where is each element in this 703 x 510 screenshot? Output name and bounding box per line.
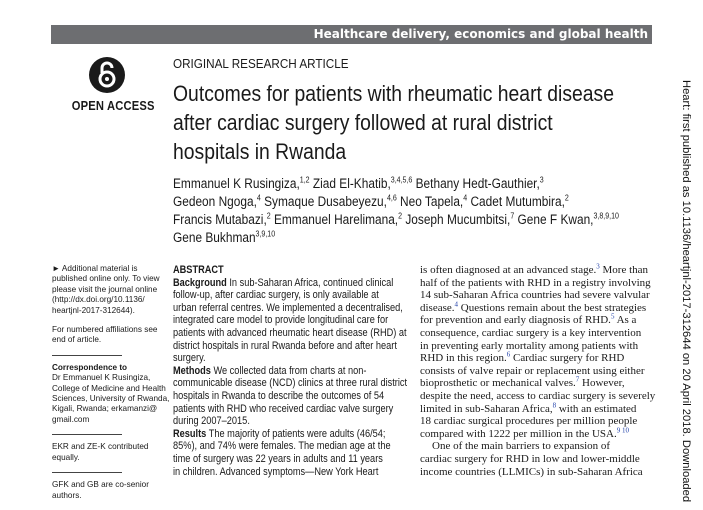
contribution-note xyxy=(52,442,162,463)
note-line: heartjnl-2017-312644). xyxy=(52,305,135,315)
body-line xyxy=(420,466,653,479)
abstract-body xyxy=(173,276,408,479)
abstract-section-label: Results xyxy=(173,427,207,440)
body-text: consists of valve repair or replacement using either xyxy=(420,364,645,377)
abstract xyxy=(173,264,408,478)
note-line: Sciences, University of Rwanda, xyxy=(52,394,170,404)
abstract-text: integrated care model to provide longitudinal care for xyxy=(173,314,389,327)
abstract-line xyxy=(173,415,373,428)
reference-link[interactable]: 9 10 xyxy=(616,426,629,435)
section-title: Healthcare delivery, economics and global health xyxy=(313,27,648,41)
author-list xyxy=(173,175,673,247)
reference-link[interactable]: 8 xyxy=(552,400,557,409)
author-line xyxy=(173,175,613,193)
body-text: One of the main barriers to expansion of xyxy=(432,440,611,453)
author-name[interactable]: Emmanuel Harelimana, xyxy=(270,212,399,227)
abstract-line xyxy=(173,326,407,340)
body-line xyxy=(420,389,656,403)
abstract-text: during 2007–2015. xyxy=(173,415,250,428)
abstract-section-label: Background xyxy=(173,276,227,289)
body-text: bioprosthetic or mechanical valves. xyxy=(420,377,576,390)
body-text: limited in sub-Saharan Africa, xyxy=(420,402,553,415)
open-access-lock-icon xyxy=(88,56,126,94)
author-name[interactable]: Bethany Hedt-Gauthier, xyxy=(412,176,540,191)
note-line: College of Medicine and Health xyxy=(52,383,166,393)
abstract-text: We collected data from charts at non- xyxy=(210,364,367,377)
additional-material-note xyxy=(52,264,162,316)
senior-author-note xyxy=(52,480,162,501)
body-line xyxy=(420,400,653,416)
affiliation-numbers: 3 xyxy=(539,175,544,185)
note-line: authors. xyxy=(52,490,82,500)
body-line xyxy=(420,302,653,315)
affiliation-numbers: 3,9,10 xyxy=(255,229,276,239)
abstract-line xyxy=(173,339,397,353)
reference-link[interactable]: 5 xyxy=(610,312,615,321)
body-text: despite the need, access to cardiac surgery is severely xyxy=(420,389,656,402)
author-name[interactable]: Ziad El-Khatib, xyxy=(309,176,391,191)
divider xyxy=(52,434,122,435)
author-name[interactable]: Cadet Mutumbira, xyxy=(467,194,565,209)
abstract-text: In sub-Saharan Africa, continued clinical xyxy=(226,276,394,289)
article-title xyxy=(173,79,673,166)
body-text: compared with 1222 per million in the USA. xyxy=(420,427,617,440)
affiliation-numbers: 4,6 xyxy=(386,193,397,203)
body-line xyxy=(420,453,653,466)
note-line: ► Additional material is xyxy=(52,264,138,273)
body-text: 14 sub-Saharan Africa countries had severe valvular xyxy=(420,289,650,302)
affiliation-numbers: 1,2 xyxy=(299,175,310,185)
reference-link[interactable]: 7 xyxy=(575,375,580,384)
body-text: consequence, cardiac surgery is a key intervention xyxy=(420,326,642,339)
divider xyxy=(52,472,122,473)
body-text: However, xyxy=(579,377,625,390)
body-text: with an estimated xyxy=(556,402,637,415)
abstract-text: time of surgery was 22 years in adults and 11 years xyxy=(173,452,383,465)
author-line xyxy=(173,193,613,211)
abstract-text: hospitals in Rwanda to describe the outcomes of 54 xyxy=(173,389,385,402)
article-type: ORIGINAL RESEARCH ARTICLE xyxy=(173,56,349,71)
abstract-line xyxy=(173,452,383,466)
open-access-label: OPEN ACCESS xyxy=(71,98,155,113)
email-link[interactable]: Kigali, Rwanda; erkamanzi@ xyxy=(52,404,158,414)
body-text: More than xyxy=(599,264,649,276)
article-sidebar xyxy=(52,264,170,510)
body-line xyxy=(420,264,653,277)
divider xyxy=(52,355,122,356)
author-name[interactable]: Symaque Dusabeyezu, xyxy=(260,194,387,209)
abstract-text: surgery. xyxy=(173,352,206,365)
body-line xyxy=(420,327,653,340)
note-line: EKR and ZE-K contributed xyxy=(52,442,149,452)
author-name[interactable]: Joseph Mucumbitsi, xyxy=(402,212,511,227)
abstract-line xyxy=(173,465,379,479)
abstract-line xyxy=(173,301,403,315)
abstract-line xyxy=(173,377,408,390)
body-line xyxy=(420,314,653,327)
body-line xyxy=(420,377,653,390)
abstract-text: 85%), and 74% were females. The median age at the xyxy=(173,440,391,453)
abstract-heading: ABSTRACT xyxy=(173,264,224,276)
body-line xyxy=(420,277,653,290)
affiliation-numbers: 4 xyxy=(256,193,261,203)
note-line: published online only. To view xyxy=(52,274,160,284)
author-name[interactable]: Francis Mutabazi, xyxy=(173,212,267,227)
body-line xyxy=(420,340,653,353)
section-banner xyxy=(51,25,652,44)
body-text: cardiac surgery for RHD in low and lower-middle xyxy=(420,452,640,465)
abstract-text: urban referral centres. We implemented a decentralised, xyxy=(173,301,403,314)
affiliation-numbers: 2 xyxy=(398,211,403,221)
affiliation-numbers: 7 xyxy=(510,211,515,221)
note-line: equally. xyxy=(52,452,80,462)
abstract-line xyxy=(173,352,373,365)
body-line xyxy=(420,440,653,453)
body-text: 18 cardiac surgical procedures per million people xyxy=(420,415,638,428)
affiliation-numbers: 2 xyxy=(564,193,569,203)
note-line: GFK and GB are co-senior xyxy=(52,480,149,490)
abstract-text: district hospitals in rural Rwanda before and after heart xyxy=(173,339,397,352)
title-line: Outcomes for patients with rheumatic heart disease xyxy=(173,81,614,106)
note-line: please visit the journal online xyxy=(52,284,158,294)
correspondence-block xyxy=(52,362,170,425)
author-name[interactable]: Gedeon Ngoga, xyxy=(173,194,257,209)
reference-link[interactable]: 6 xyxy=(506,350,511,359)
body-text: for prevention and early diagnosis of RHD. xyxy=(420,314,611,327)
reference-link[interactable]: 4 xyxy=(454,300,459,309)
body-text-column xyxy=(420,262,656,478)
abstract-text: follow-up, after cardiac surgery, is only available at xyxy=(173,289,379,302)
abstract-line xyxy=(173,440,391,453)
body-text: RHD in this region. xyxy=(420,352,507,365)
author-line xyxy=(173,211,619,229)
affiliation-numbers: 4 xyxy=(463,193,468,203)
body-line xyxy=(420,352,653,365)
title-line: after cardiac surgery followed at rural district xyxy=(173,110,553,135)
author-name[interactable]: Neo Tapela, xyxy=(396,194,464,209)
abstract-line xyxy=(173,365,373,378)
open-access-badge[interactable] xyxy=(66,56,155,113)
abstract-section-label: Methods xyxy=(173,364,211,377)
affiliation-numbers: 3,8,9,10 xyxy=(593,211,619,221)
body-text: Questions remain about the best strategies xyxy=(458,301,647,314)
abstract-text: patients with advanced rheumatic heart disease (RHD) at xyxy=(173,326,407,339)
author-name[interactable]: Emmanuel K Rusingiza, xyxy=(173,176,300,191)
abstract-text: in children. Advanced symptoms—New York Heart xyxy=(173,465,379,478)
body-text: income countries (LLMICs) in sub-Saharan Africa xyxy=(420,465,643,478)
body-text: Cardiac surgery for RHD xyxy=(510,352,625,365)
affiliation-numbers: 3,4,5,6 xyxy=(390,175,413,185)
reference-link[interactable]: 3 xyxy=(596,262,600,271)
numbered-affiliations-note xyxy=(52,325,162,346)
abstract-line xyxy=(173,402,394,416)
abstract-line xyxy=(173,289,379,302)
note-line: Dr Emmanuel K Rusingiza, xyxy=(52,373,151,383)
title-line: hospitals in Rwanda xyxy=(173,139,347,164)
body-text: is often diagnosed at an advanced stage. xyxy=(420,264,597,276)
doi-link[interactable]: (http://dx.doi.org/10.1136/ xyxy=(52,295,145,305)
side-citation: Heart: first published as 10.1136/heartjnl-2017-312644 on 20 April 2018. Downloaded xyxy=(680,80,692,503)
abstract-line xyxy=(173,314,389,327)
body-text: disease. xyxy=(420,301,455,314)
abstract-text: The majority of patients were adults (46/54; xyxy=(206,427,386,440)
abstract-text: patients with RHD who received cardiac valve surgery xyxy=(173,402,394,415)
affiliation-numbers: 2 xyxy=(266,211,271,221)
author-name[interactable]: Gene F Kwan, xyxy=(514,212,594,227)
author-line xyxy=(173,229,613,247)
body-text: As a xyxy=(614,314,637,327)
abstract-line xyxy=(173,427,386,441)
body-text: half of the patients with RHD in a registry involving xyxy=(420,276,651,289)
body-line xyxy=(420,365,653,378)
note-line: end of article. xyxy=(52,335,102,345)
abstract-line xyxy=(173,389,385,403)
body-line xyxy=(420,428,653,441)
abstract-text: communicable disease (NCD) clinics at three rural district xyxy=(173,377,408,390)
author-name[interactable]: Gene Bukhman xyxy=(173,230,256,245)
abstract-line xyxy=(173,276,394,290)
body-text: in preventing early mortality among patients with xyxy=(420,339,639,352)
email-link[interactable]: gmail.com xyxy=(52,414,90,424)
correspondence-heading: Correspondence to xyxy=(52,362,128,372)
note-line: For numbered affiliations see xyxy=(52,325,158,335)
